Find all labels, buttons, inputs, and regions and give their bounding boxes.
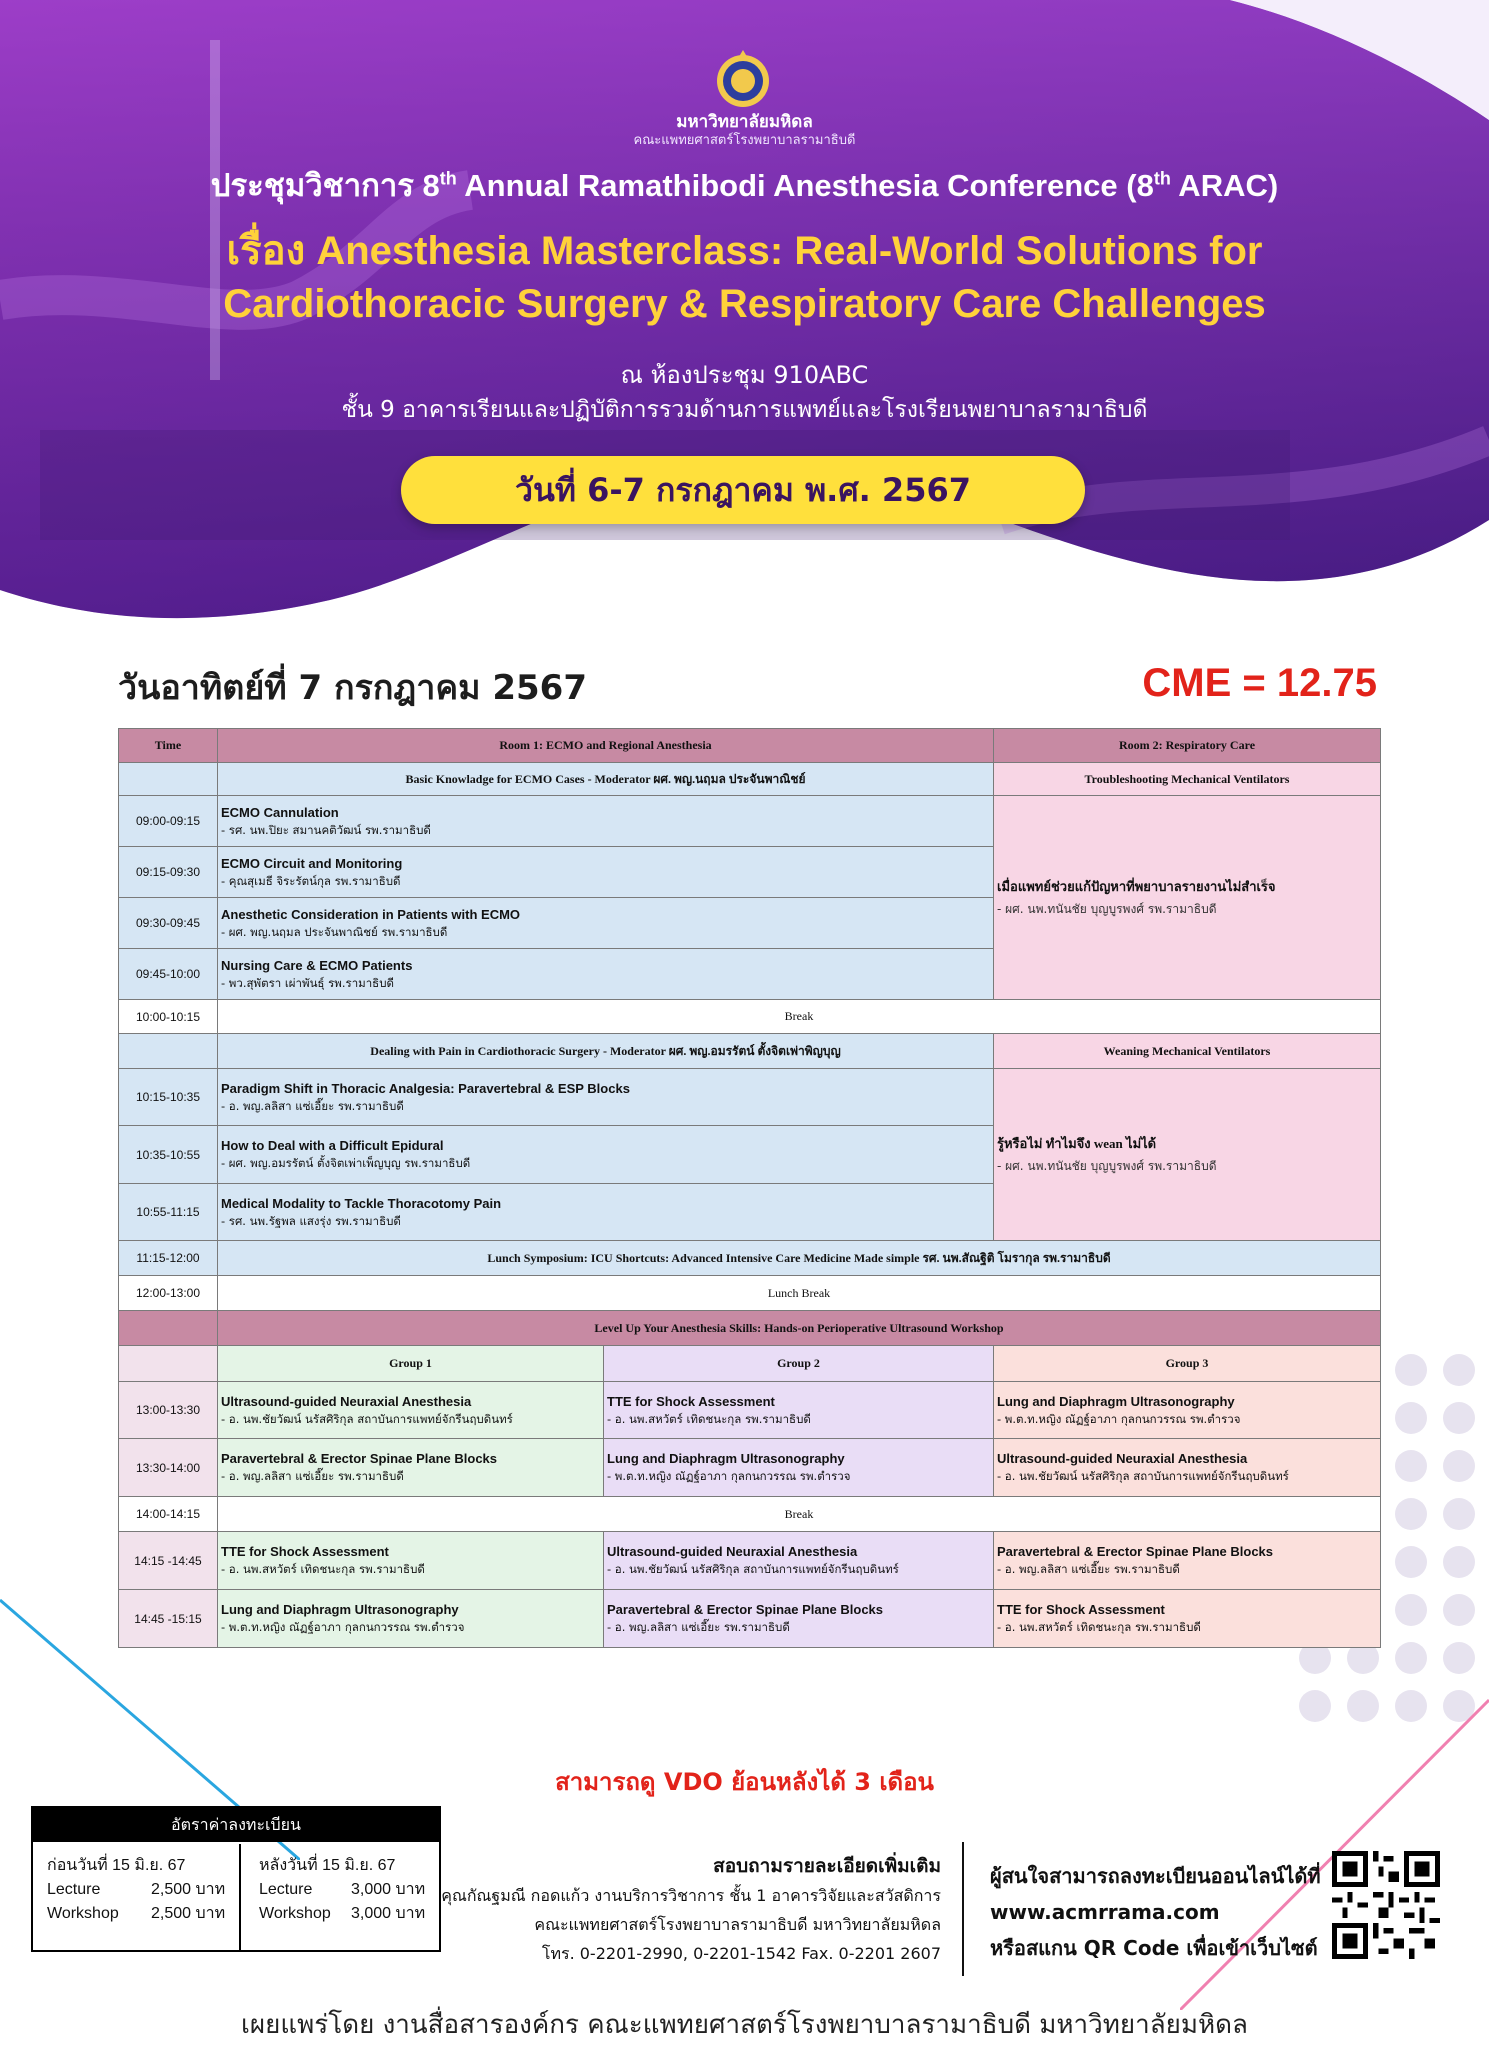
time-cell: 10:35-10:55 bbox=[119, 1126, 218, 1184]
room2-talk-speaker: - ผศ. นพ.ทนันชัย บุญบูรพงศ์ รพ.รามาธิบดี bbox=[997, 1158, 1217, 1173]
header-banner bbox=[0, 0, 1489, 640]
after-workshop-fee: 3,000 บาท bbox=[351, 1905, 426, 1922]
talk-title: Ultrasound-guided Neuraxial Anesthesia bbox=[607, 1544, 858, 1559]
talk-speaker: - อ. นพ.ชัยวัฒน์ นรัสศิริกุล สถาบันการแพทย์จักรีนฤบดินทร์ bbox=[607, 1562, 899, 1576]
talk-speaker: - คุณสุเมธี จิระรัตน์กุล รพ.รามาธิบดี bbox=[221, 873, 401, 888]
talk-title: TTE for Shock Assessment bbox=[607, 1393, 775, 1409]
talk-speaker: - อ. พญ.ลลิสา แซ่เอี๊ยะ รพ.รามาธิบดี bbox=[221, 1098, 404, 1113]
talk-title: Lung and Diaphragm Ultrasonography bbox=[221, 1602, 459, 1617]
conference-topic-line2: Cardiothoracic Surgery & Respiratory Care Challenges bbox=[223, 282, 1266, 326]
table-row bbox=[119, 1532, 1381, 1590]
fee-before-column bbox=[33, 1844, 237, 1950]
talk-speaker: - อ. นพ.สหวัตร์ เทิดชนะกุล รพ.รามาธิบดี bbox=[607, 1411, 811, 1426]
cme-credits: CME = 12.75 bbox=[1142, 661, 1377, 705]
workshop-cell bbox=[604, 1532, 994, 1590]
talk-title: TTE for Shock Assessment bbox=[221, 1544, 389, 1559]
talk-title: Paravertebral & Erector Spinae Plane Blocks bbox=[997, 1544, 1274, 1559]
venue-building: ชั้น 9 อาคารเรียนและปฏิบัติการรวมด้านการแพทย์และโรงเรียนพยาบาลรามาธิบดี bbox=[341, 397, 1148, 423]
workshop-cell bbox=[218, 1532, 604, 1590]
registration-website-link[interactable]: www.acmrrama.com bbox=[990, 1900, 1220, 1924]
lunch-symposium-row bbox=[119, 1241, 1381, 1276]
faculty-name: คณะแพทยศาสตร์โรงพยาบาลรามาธิบดี bbox=[633, 133, 856, 148]
lecture-label: Lecture bbox=[259, 1881, 313, 1898]
fee-after-column bbox=[239, 1844, 443, 1950]
room1-session2-title: Dealing with Pain in Cardiothoracic Surgery - Moderator ผศ. พญ.อมรรัตน์ ตั้งจิตเพ่าพิญบุญ bbox=[218, 1034, 994, 1069]
talk-title: Anesthetic Consideration in Patients with ECMO bbox=[221, 906, 521, 922]
workshop-label: Workshop bbox=[47, 1905, 119, 1922]
talk-title: Paravertebral & Erector Spinae Plane Blocks bbox=[607, 1602, 884, 1617]
talk-title: Lung and Diaphragm Ultrasonography bbox=[607, 1451, 845, 1466]
time-cell: 10:00-10:15 bbox=[119, 1000, 218, 1034]
time-column-header: Time bbox=[119, 729, 218, 763]
talk-title: Paravertebral & Erector Spinae Plane Blocks bbox=[221, 1451, 498, 1466]
room2-talk-title: เมื่อแพทย์ช่วยแก้ปัญหาที่พยาบาลรายงานไม่สำเร็จ bbox=[997, 878, 1276, 894]
table-row bbox=[119, 1382, 1381, 1439]
talk-speaker: - พว.สุพัตรา เผ่าพันธุ์ รพ.รามาธิบดี bbox=[221, 975, 394, 990]
talk-title: Nursing Care & ECMO Patients bbox=[221, 957, 413, 973]
university-name: มหาวิทยาลัยมหิดล bbox=[676, 112, 813, 132]
talk-cell bbox=[218, 847, 994, 898]
lunch-row bbox=[119, 1276, 1381, 1311]
talk-title: Ultrasound-guided Neuraxial Anesthesia bbox=[997, 1451, 1248, 1466]
room2-session2-title: Weaning Mechanical Ventilators bbox=[994, 1034, 1381, 1069]
contact-info bbox=[421, 1852, 941, 1968]
workshop-cell bbox=[604, 1590, 994, 1648]
time-cell: 09:15-09:30 bbox=[119, 847, 218, 898]
lunch-symposium-title: Lunch Symposium: ICU Shortcuts: Advanced Intensive Care Medicine Made simple รศ. นพ.สัณฐิติ โมรากุล รพ.รามาธิบดี bbox=[218, 1241, 1381, 1276]
time-cell: 11:15-12:00 bbox=[119, 1241, 218, 1276]
table-row bbox=[119, 1439, 1381, 1497]
workshop-cell bbox=[994, 1532, 1381, 1590]
room2-talk-title: รู้หรือไม่ ทำไมจึง wean ไม่ได้ bbox=[997, 1135, 1157, 1151]
university-seal-logo bbox=[713, 48, 773, 110]
talk-title: ECMO Circuit and Monitoring bbox=[221, 855, 403, 871]
talk-cell bbox=[218, 949, 994, 1000]
room2-session1-title: Troubleshooting Mechanical Ventilators bbox=[994, 763, 1381, 796]
talk-speaker: - พ.ต.ท.หญิง ณัฏฐ์อาภา กุลกนกวรรณ รพ.ตำรวจ bbox=[221, 1620, 465, 1634]
fee-after-label: หลังวันที่ 15 มิ.ย. 67 bbox=[259, 1857, 396, 1874]
talk-speaker: - อ. นพ.ชัยวัฒน์ นรัสศิริกุล สถาบันการแพทย์จักรีนฤบดินทร์ bbox=[997, 1469, 1289, 1483]
talk-speaker: - อ. นพ.ชัยวัฒน์ นรัสศิริกุล สถาบันการแพทย์จักรีนฤบดินทร์ bbox=[221, 1411, 513, 1426]
break-label: Break bbox=[218, 1497, 1381, 1532]
fee-title: อัตราค่าลงทะเบียน bbox=[33, 1808, 439, 1842]
workshop-cell bbox=[218, 1590, 604, 1648]
group2-header: Group 2 bbox=[604, 1346, 994, 1382]
workshop-cell bbox=[604, 1439, 994, 1497]
talk-speaker: - อ. พญ.ลลิสา แซ่เอี๊ยะ รพ.รามาธิบดี bbox=[607, 1620, 790, 1634]
talk-cell bbox=[218, 1126, 994, 1184]
room2-header: Room 2: Respiratory Care bbox=[994, 729, 1381, 763]
talk-title: TTE for Shock Assessment bbox=[997, 1602, 1165, 1617]
workshop-header-row bbox=[119, 1311, 1381, 1346]
time-cell: 10:55-11:15 bbox=[119, 1184, 218, 1241]
lunch-label: Lunch Break bbox=[218, 1276, 1381, 1311]
session-row bbox=[119, 763, 1381, 796]
before-lecture-fee: 2,500 บาท bbox=[151, 1881, 226, 1898]
qr-instruction: หรือสแกน QR Code เพื่อเข้าเว็บไซต์ bbox=[990, 1936, 1318, 1960]
table-row bbox=[119, 1069, 1381, 1126]
conference-title: ประชุมวิชาการ 8th Annual Ramathibodi Anesthesia Conference (8th ARAC) bbox=[210, 168, 1279, 203]
program-day-title: วันอาทิตย์ที่ 7 กรกฎาคม 2567 bbox=[118, 668, 587, 708]
workshop-label: Workshop bbox=[259, 1905, 331, 1922]
workshop-cell bbox=[994, 1439, 1381, 1497]
before-workshop-fee: 2,500 บาท bbox=[151, 1905, 226, 1922]
room2-talk-speaker: - ผศ. นพ.ทนันชัย บุญบูรพงศ์ รพ.รามาธิบดี bbox=[997, 901, 1217, 916]
talk-speaker: - พ.ต.ท.หญิง ณัฏฐ์อาภา กุลกนกวรรณ รพ.ตำรวจ bbox=[607, 1469, 851, 1483]
room2-talk-cell bbox=[994, 796, 1381, 1000]
talk-title: Paradigm Shift in Thoracic Analgesia: Paravertebral & ESP Blocks bbox=[221, 1080, 630, 1096]
talk-title: Lung and Diaphragm Ultrasonography bbox=[997, 1393, 1235, 1409]
workshop-title: Level Up Your Anesthesia Skills: Hands-on Perioperative Ultrasound Workshop bbox=[218, 1311, 1381, 1346]
time-cell: 09:00-09:15 bbox=[119, 796, 218, 847]
room1-session1-title: Basic Knowladge for ECMO Cases - Moderator ผศ. พญ.นฤมล ประจันพาณิชย์ bbox=[218, 763, 994, 796]
conference-topic-line1: เรื่อง Anesthesia Masterclass: Real-World Solutions for bbox=[226, 229, 1263, 273]
workshop-cell bbox=[994, 1590, 1381, 1648]
talk-title: How to Deal with a Difficult Epidural bbox=[221, 1138, 444, 1153]
time-cell: 13:00-13:30 bbox=[119, 1382, 218, 1439]
talk-speaker: - รศ. นพ.รัฐพล แสงรุ่ง รพ.รามาธิบดี bbox=[221, 1213, 401, 1228]
footer-divider bbox=[962, 1842, 964, 1976]
talk-title: ECMO Cannulation bbox=[221, 804, 339, 820]
table-header-row bbox=[119, 729, 1381, 763]
event-date-badge: วันที่ 6-7 กรกฎาคม พ.ศ. 2567 bbox=[401, 456, 1085, 524]
time-cell: 09:45-10:00 bbox=[119, 949, 218, 1000]
talk-speaker: - ผศ. พญ.นฤมล ประจันพาณิชย์ รพ.รามาธิบดี bbox=[221, 924, 448, 939]
talk-speaker: - พ.ต.ท.หญิง ณัฏฐ์อาภา กุลกนกวรรณ รพ.ตำรวจ bbox=[997, 1411, 1241, 1426]
after-lecture-fee: 3,000 บาท bbox=[351, 1881, 426, 1898]
workshop-cell bbox=[994, 1382, 1381, 1439]
time-cell: 14:15 -14:45 bbox=[119, 1532, 218, 1590]
session-row bbox=[119, 1034, 1381, 1069]
talk-cell bbox=[218, 898, 994, 949]
registration-qr-code[interactable] bbox=[1332, 1851, 1440, 1959]
talk-title: Ultrasound-guided Neuraxial Anesthesia bbox=[221, 1393, 472, 1409]
time-cell: 09:30-09:45 bbox=[119, 898, 218, 949]
online-registration bbox=[990, 1858, 1321, 1966]
workshop-cell bbox=[218, 1439, 604, 1497]
registration-fee-box bbox=[31, 1806, 441, 1952]
talk-speaker: - อ. นพ.สหวัตร์ เทิดชนะกุล รพ.รามาธิบดี bbox=[997, 1620, 1201, 1634]
break-row bbox=[119, 1497, 1381, 1532]
talk-cell bbox=[218, 1069, 994, 1126]
talk-speaker: - อ. พญ.ลลิสา แซ่เอี๊ยะ รพ.รามาธิบดี bbox=[997, 1562, 1180, 1576]
talk-speaker: - อ. พญ.ลลิสา แซ่เอี๊ยะ รพ.รามาธิบดี bbox=[221, 1469, 404, 1483]
time-cell: 10:15-10:35 bbox=[119, 1069, 218, 1126]
contact-phone: โทร. 0-2201-2990, 0-2201-1542 Fax. 0-2201 2607 bbox=[541, 1944, 941, 1963]
table-row bbox=[119, 796, 1381, 847]
talk-speaker: - รศ. นพ.ปิยะ สมานคติวัฒน์ รพ.รามาธิบดี bbox=[221, 822, 431, 837]
contact-person: คุณกัณฐมณี กอดแก้ว งานบริการวิชาการ ชั้น 1 อาคารวิจัยและสวัสดิการ bbox=[441, 1886, 941, 1905]
group3-header: Group 3 bbox=[994, 1346, 1381, 1382]
group-header-row bbox=[119, 1346, 1381, 1382]
online-registration-text: ผู้สนใจสามารถลงทะเบียนออนไลน์ได้ที่ bbox=[990, 1864, 1321, 1888]
table-row bbox=[119, 1590, 1381, 1648]
workshop-cell bbox=[218, 1382, 604, 1439]
time-cell: 14:00-14:15 bbox=[119, 1497, 218, 1532]
room2-talk-cell bbox=[994, 1069, 1381, 1241]
talk-title: Medical Modality to Tackle Thoracotomy Pain bbox=[221, 1195, 502, 1211]
lecture-label: Lecture bbox=[47, 1881, 101, 1898]
time-cell: 12:00-13:00 bbox=[119, 1276, 218, 1311]
talk-speaker: - ผศ. พญ.อมรรัตน์ ตั้งจิตเพ่าเพ็ญบุญ รพ.รามาธิบดี bbox=[221, 1156, 471, 1170]
contact-title: สอบถามรายละเอียดเพิ่มเติม bbox=[713, 1855, 941, 1877]
venue-room: ณ ห้องประชุม 910ABC bbox=[620, 361, 869, 389]
talk-speaker: - อ. นพ.สหวัตร์ เทิดชนะกุล รพ.รามาธิบดี bbox=[221, 1562, 425, 1576]
group1-header: Group 1 bbox=[218, 1346, 604, 1382]
talk-cell bbox=[218, 1184, 994, 1241]
schedule-table bbox=[118, 728, 1381, 1648]
vdo-notice: สามารถดู VDO ย้อนหลังได้ 3 เดือน bbox=[555, 1768, 934, 1796]
contact-faculty: คณะแพทยศาสตร์โรงพยาบาลรามาธิบดี มหาวิทยาลัยมหิดล bbox=[534, 1915, 941, 1934]
workshop-cell bbox=[604, 1382, 994, 1439]
publisher-credit: เผยแพร่โดย งานสื่อสารองค์กร คณะแพทยศาสตร์โรงพยาบาลรามาธิบดี มหาวิทยาลัยมหิดล bbox=[241, 2010, 1248, 2040]
fee-before-label: ก่อนวันที่ 15 มิ.ย. 67 bbox=[47, 1857, 186, 1874]
break-label: Break bbox=[218, 1000, 1381, 1034]
talk-cell bbox=[218, 796, 994, 847]
break-row bbox=[119, 1000, 1381, 1034]
time-cell: 13:30-14:00 bbox=[119, 1439, 218, 1497]
time-cell: 14:45 -15:15 bbox=[119, 1590, 218, 1648]
room1-header: Room 1: ECMO and Regional Anesthesia bbox=[218, 729, 994, 763]
